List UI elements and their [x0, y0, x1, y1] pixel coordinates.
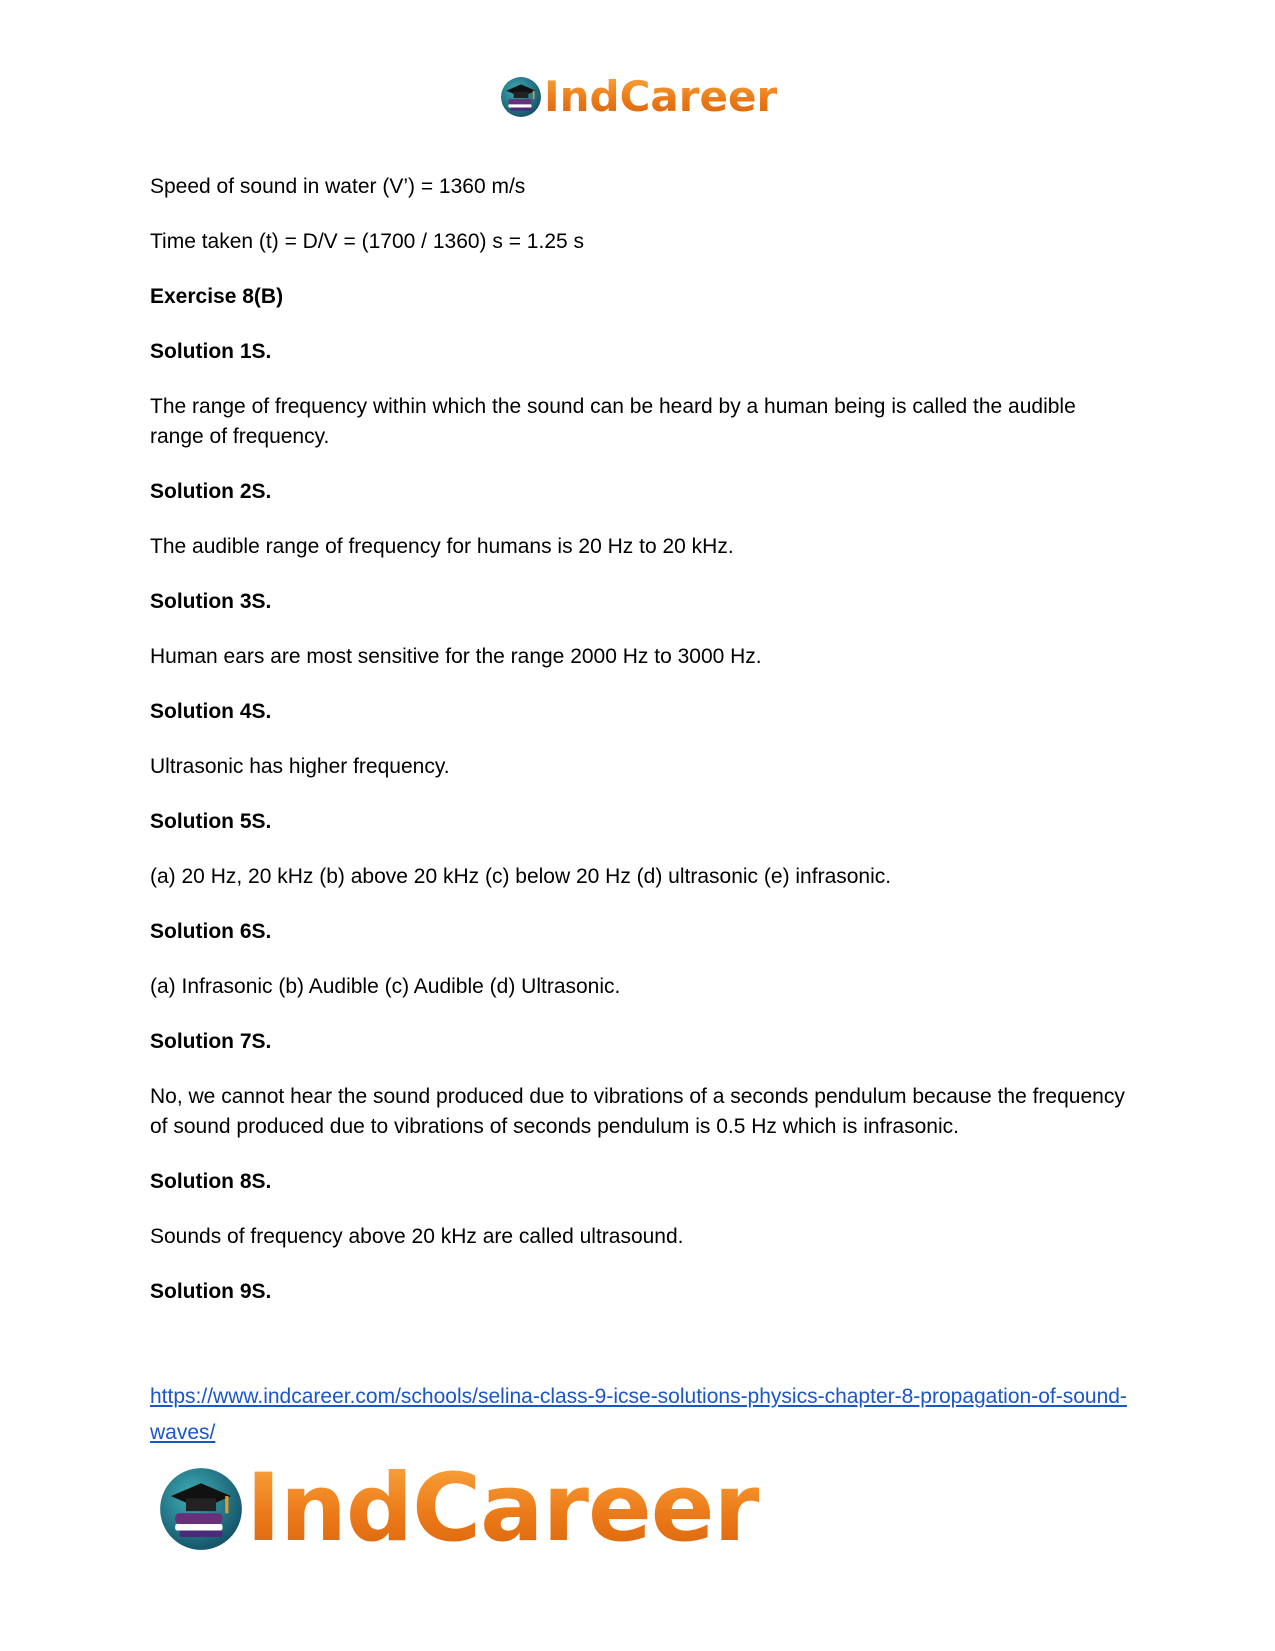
header-logo: [500, 72, 778, 121]
paragraph: (a) Infrasonic (b) Audible (c) Audible (d) Ultrasonic.: [150, 975, 621, 998]
section-heading: Solution 3S.: [150, 590, 272, 613]
graduation-cap-books-icon: [158, 1466, 244, 1552]
paragraph: Time taken (t) = D/V = (1700 / 1360) s = 1.25 s: [150, 230, 585, 253]
document-body: [150, 172, 1130, 1332]
source-url-link[interactable]: https://www.indcareer.com/schools/selina-class-9-icse-solutions-physics-chapter-8-propagation-of-sound-waves/: [150, 1385, 1127, 1444]
paragraph: Speed of sound in water (V’) = 1360 m/s: [150, 175, 526, 198]
logo-wordmark: IndCareer: [246, 1454, 759, 1563]
section-heading: Solution 9S.: [150, 1280, 272, 1303]
paragraph: The range of frequency within which the sound can be heard by a human being is called the audible range of frequency.: [150, 395, 1076, 448]
section-heading: Solution 7S.: [150, 1030, 272, 1053]
paragraph: No, we cannot hear the sound produced due to vibrations of a seconds pendulum because the frequency of sound produced due to vibrations of seconds pendulum is 0.5 Hz which is infrasonic.: [150, 1085, 1125, 1138]
paragraph: Human ears are most sensitive for the range 2000 Hz to 3000 Hz.: [150, 645, 762, 668]
footer-logo: [158, 1454, 759, 1563]
paragraph: Ultrasonic has higher frequency.: [150, 755, 450, 778]
section-heading: Solution 8S.: [150, 1170, 272, 1193]
section-heading: Solution 1S.: [150, 340, 272, 363]
paragraph: (a) 20 Hz, 20 kHz (b) above 20 kHz (c) below 20 Hz (d) ultrasonic (e) infrasonic.: [150, 865, 892, 888]
section-heading: Exercise 8(B): [150, 285, 284, 308]
paragraph: The audible range of frequency for humans is 20 Hz to 20 kHz.: [150, 535, 734, 558]
section-heading: Solution 4S.: [150, 700, 272, 723]
section-heading: Solution 6S.: [150, 920, 272, 943]
graduation-cap-books-icon: [500, 76, 542, 118]
logo-wordmark: IndCareer: [544, 72, 778, 121]
section-heading: Solution 2S.: [150, 480, 272, 503]
section-heading: Solution 5S.: [150, 810, 272, 833]
paragraph: Sounds of frequency above 20 kHz are called ultrasound.: [150, 1225, 684, 1248]
